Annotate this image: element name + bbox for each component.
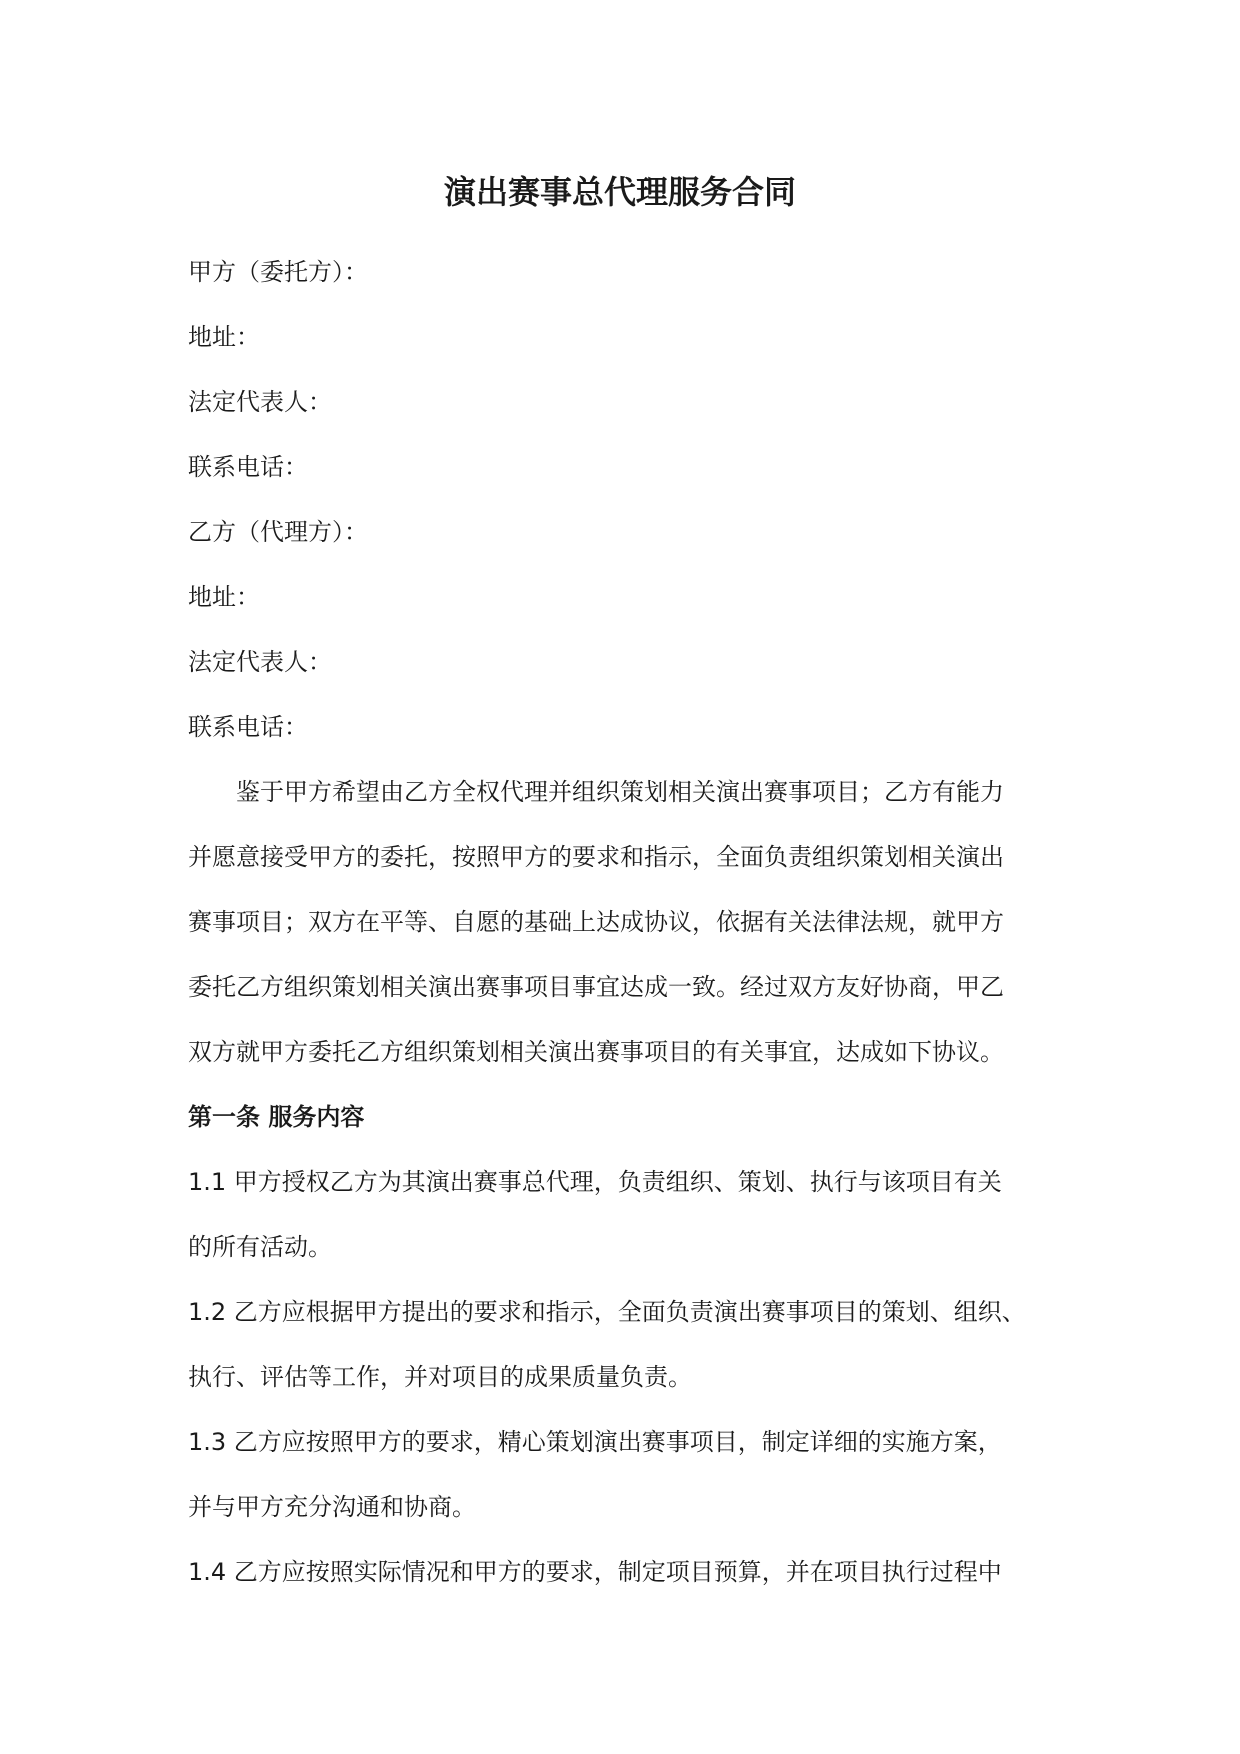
party-b-legal-rep: 法定代表人： (188, 648, 332, 676)
preamble-line: 并愿意接受甲方的委托，按照甲方的要求和指示，全面负责组织策划相关演出 (188, 843, 1004, 871)
party-b-heading: 乙方（代理方）： (188, 518, 368, 546)
preamble-line: 委托乙方组织策划相关演出赛事项目事宜达成一致。经过双方友好协商，甲乙 (188, 973, 1004, 1001)
party-a-legal-rep: 法定代表人： (188, 388, 332, 416)
article-1-line: 的所有活动。 (188, 1233, 332, 1261)
preamble-line: 赛事项目；双方在平等、自愿的基础上达成协议，依据有关法律法规，就甲方 (188, 908, 1004, 936)
preamble-line: 双方就甲方委托乙方组织策划相关演出赛事项目的有关事宜，达成如下协议。 (188, 1038, 1004, 1066)
article-1-line: 执行、评估等工作，并对项目的成果质量负责。 (188, 1363, 692, 1391)
document-body (188, 240, 1068, 1605)
party-a-phone: 联系电话： (188, 453, 308, 481)
article-1-line: 1.3 乙方应按照甲方的要求，精心策划演出赛事项目，制定详细的实施方案， (188, 1428, 1002, 1456)
article-1-line: 并与甲方充分沟通和协商。 (188, 1493, 476, 1521)
party-b-address: 地址： (188, 583, 260, 611)
article-1-line: 1.4 乙方应按照实际情况和甲方的要求，制定项目预算，并在项目执行过程中 (188, 1558, 1002, 1586)
preamble-line: 鉴于甲方希望由乙方全权代理并组织策划相关演出赛事项目；乙方有能力 (236, 778, 1004, 806)
party-a-address: 地址： (188, 323, 260, 351)
party-a-heading: 甲方（委托方）： (188, 258, 368, 286)
article-1-line: 1.1 甲方授权乙方为其演出赛事总代理，负责组织、策划、执行与该项目有关 (188, 1168, 1002, 1196)
party-b-phone: 联系电话： (188, 713, 308, 741)
article-1-line: 1.2 乙方应根据甲方提出的要求和指示，全面负责演出赛事项目的策划、组织、 (188, 1298, 1026, 1326)
document-title: 演出赛事总代理服务合同 (443, 173, 796, 211)
article-1-heading: 第一条 服务内容 (188, 1103, 365, 1131)
